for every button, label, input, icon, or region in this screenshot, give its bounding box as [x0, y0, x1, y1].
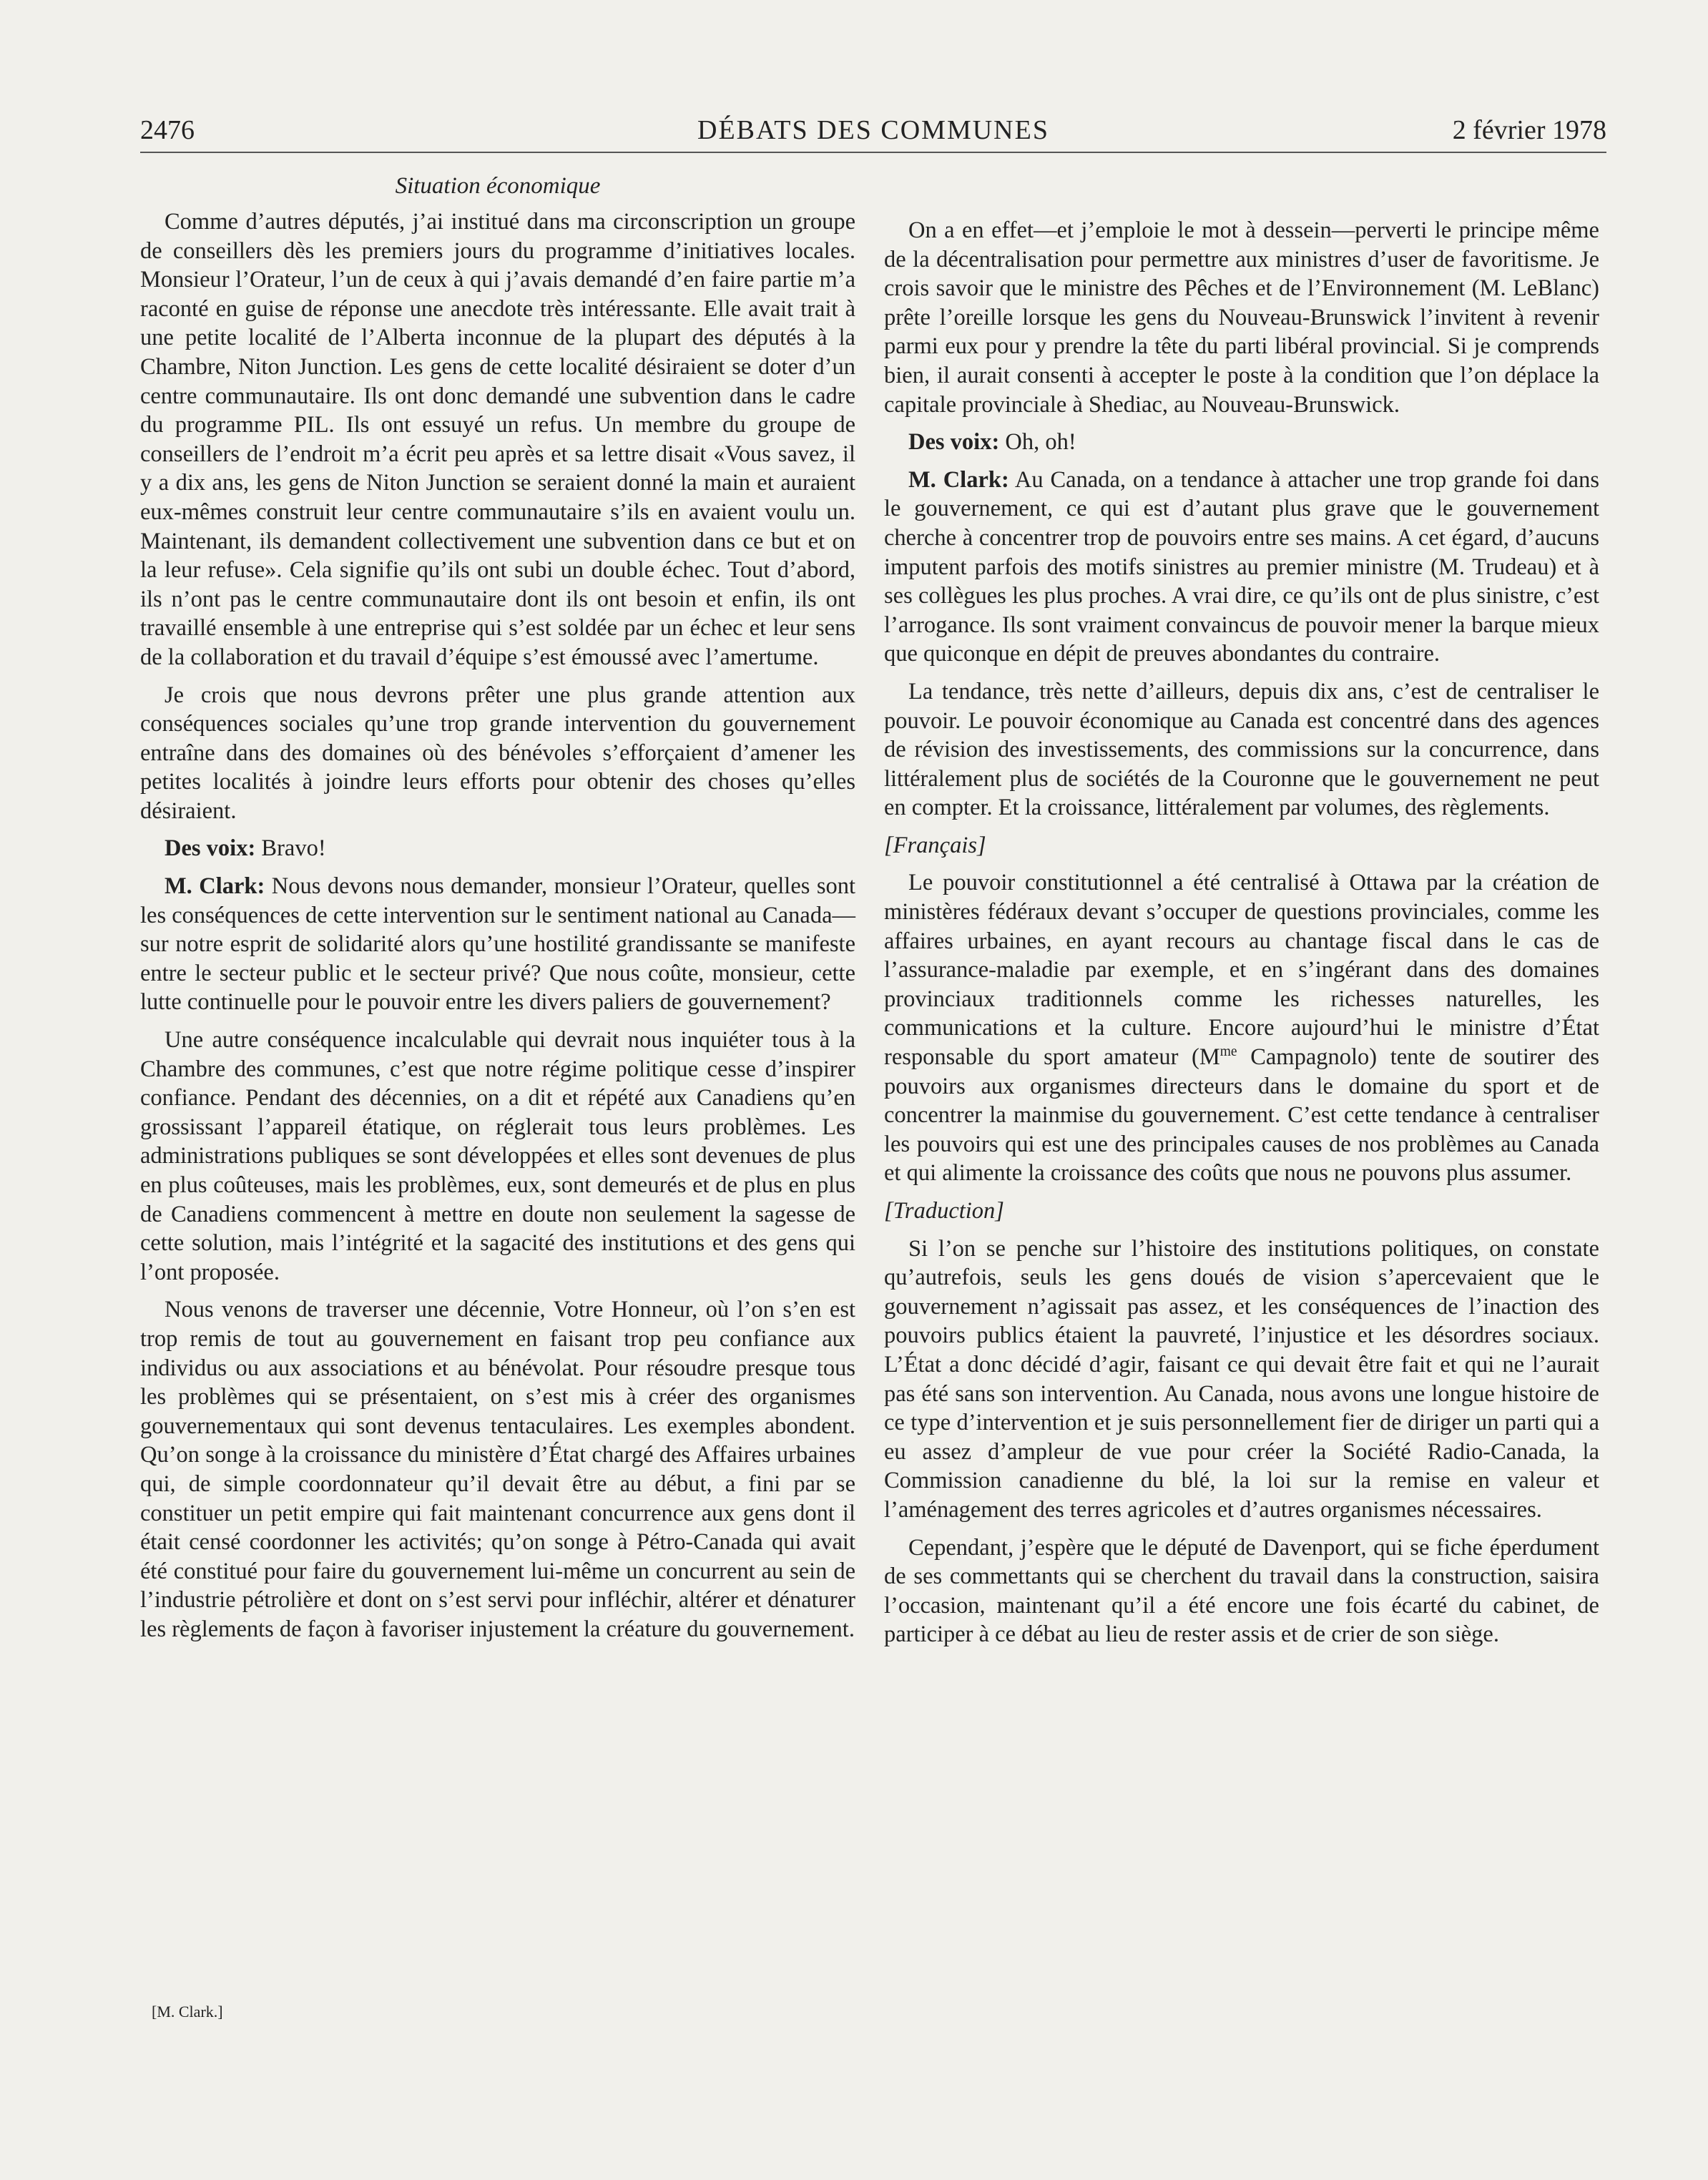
paragraph: Je crois que nous devrons prêter une plus grande attention aux conséquences sociales qu’une trop grande intervention du gouvernement entraîne dans des domaines où des bénévoles s’efforçaient d’amener les petites localités à joindre leurs efforts pour obtenir des choses qu’elles désiraient. [140, 682, 855, 824]
publication-date: 2 février 1978 [1452, 115, 1606, 145]
page-number: 2476 [140, 115, 195, 145]
section-title: Situation économique [395, 173, 601, 199]
speech-text: Nous devons nous demander, monsieur l’Orateur, quelles sont les conséquences de cette intervention sur le sentiment national au Canada—sur notre esprit de solidarité alors qu’une hostilité grandissante se manifeste entre le secteur public et le secteur privé? Que nous coûte, monsieur, cette lutte continuelle pour le pouvoir entre les divers paliers de gouvernement? [140, 873, 856, 1016]
speech-text: Bravo! [255, 835, 326, 862]
paragraph: Si l’on se penche sur l’histoire des institutions politiques, on constate qu’autrefois, seuls les gens doués de vision s’apercevaient que le gouvernement n’agissait pas assez, et les conséquences de l’inaction des pouvoirs publics étaient la pauvreté, l’injustice et les désordres sociaux. L’État a donc décidé d’agir, faisant ce qui devait être fait et qui ne l’aurait pas été sans son intervention. Au Canada, nous avons une longue histoire de ce type d’intervention et je suis personnellement fier de diriger un parti qui a eu assez d’ampleur de vue pour créer la Société Radio-Canada, la Commission canadienne du blé, la loi sur la remise en valeur et l’aménagement des terres agricoles et d’autres organismes nécessaires. [884, 1235, 1599, 1523]
paragraph [884, 466, 1599, 669]
speech-text: Oh, oh! [999, 429, 1076, 456]
right-column [884, 216, 1599, 1658]
page-header [140, 114, 1606, 154]
left-column [140, 170, 855, 1653]
paragraph [884, 428, 1599, 457]
paragraph: On a en effet—et j’emploie le mot à dessein—perverti le principe même de la décentralisation pour permettre aux ministres d’user de favoritisme. Je crois savoir que le ministre des Pêches et de l’Environnement (M. LeBlanc) prête l’oreille lorsque les gens du Nouveau-Brunswick l’invitent à revenir parmi eux pour y prendre la tête du parti libéral provincial. Si je comprends bien, il aurait consenti à accepter le poste à la condition que l’on déplace la capitale provinciale à Shediac, au Nouveau-Brunswick. [884, 217, 1599, 418]
paragraph [140, 834, 855, 863]
title-superscript: me [1219, 1044, 1237, 1060]
header-rule [140, 152, 1606, 153]
language-marker: [Français] [884, 832, 986, 858]
speaker-name: Des voix: [165, 835, 256, 862]
paragraph: Comme d’autres députés, j’ai institué dans ma circonscription un groupe de conseillers dès les premiers jours du programme d’initiatives locales. Monsieur l’Orateur, l’un de ceux à qui j’avais demandé d’en faire partie m’a raconté en guise de réponse une anecdote très intéressante. Elle avait trait à une petite localité de l’Alberta inconnue de la plupart des députés à la Chambre, Niton Junction. Les gens de cette localité désiraient se doter d’un centre communautaire. Ils ont donc demandé une subvention dans le cadre du programme PIL. Ils ont essuyé un refus. Un membre du groupe de conseillers de l’endroit m’a écrit peu après et sa lettre disait «Vous savez, il y a dix ans, les gens de Niton Junction se seraient donné la main et auraient eux-mêmes construit leur centre communautaire s’ils en avaient voulu un. Maintenant, ils demandent collectivement une subvention dans ce but et on la leur refuse». Cela signifie qu’ils ont subi un double échec. Tout d’abord, ils n’ont pas le centre communautaire dont ils ont besoin et enfin, ils ont travaillé ensemble à une entreprise qui s’est soldée par un échec et leur sens de la collaboration et du travail d’équipe s’est émoussé avec l’amertume. [140, 209, 855, 670]
paragraph: La tendance, très nette d’ailleurs, depuis dix ans, c’est de centraliser le pouvoir. Le pouvoir économique au Canada est concentré dans des agences de révision des investissements, des commissions sur la concurrence, dans littéralement plus de sociétés de la Couronne que le gouvernement ne peut en compter. Et la croissance, littéralement par volumes, des règlements. [884, 678, 1599, 821]
speaker-name: M. Clark: [908, 466, 1009, 493]
speech-text: Le pouvoir constitutionnel a été centralisé à Ottawa par la création de ministères fédéraux devant s’occuper de questions provinciales, comme les affaires urbaines, en ayant recours au chantage fiscal dans le cas de l’assurance-maladie par exemple, et en s’ingérant dans des domaines provinciaux traditionnels comme les richesses naturelles, les communications et la culture. Encore aujourd’hui le ministre d’État responsable du sport amateur (M [884, 870, 1599, 1071]
publication-title: DÉBATS DES COMMUNES [697, 115, 1049, 145]
speaker-name: M. Clark: [165, 873, 265, 900]
language-marker: [Traduction] [884, 1198, 1004, 1224]
speech-text: Campagnolo) tente de soutirer des pouvoirs aux organismes directeurs dans le domaine du sport et de concentrer la mainmise du gouvernement. C’est cette tendance à centraliser les pouvoirs qui est une des principales causes de nos problèmes au Canada et qui alimente la croissance des coûts que nous ne pouvons plus assumer. [884, 1044, 1600, 1187]
paragraph: Une autre conséquence incalculable qui devrait nous inquiéter tous à la Chambre des communes, c’est que notre régime politique cesse d’inspirer confiance. Pendant des décennies, on a dit et répété aux Canadiens qu’en grossissant l’appareil étatique, on réglerait tous leurs problèmes. Les administrations publiques se sont développées et elles sont devenues de plus en plus coûteuses, mais les problèmes, eux, sont demeurés et de plus en plus de Canadiens commencent à mettre en doute non seulement la sagesse de cette solution, mais l’intégrité et la sagacité des institutions et des gens qui l’ont proposée. [140, 1027, 855, 1285]
speaker-footnote: [M. Clark.] [152, 2003, 223, 2021]
speech-text: Au Canada, on a tendance à attacher une trop grande foi dans le gouvernement, ce qui est d’autant plus grave que le gouvernement cherche à concentrer trop de pouvoirs entre ses mains. A cet égard, d’aucuns imputent parfois des motifs sinistres au premier ministre (M. Trudeau) et à ses collègues les plus proches. A vrai dire, ce qu’ils ont de plus sinistre, c’est l’arrogance. Ils sont vraiment convaincus de pouvoir mener la barque mieux que quiconque en dépit de preuves abondantes du contraire. [884, 466, 1599, 667]
speaker-name: Des voix: [908, 429, 1000, 456]
paragraph [884, 868, 1599, 1188]
paragraph: Cependant, j’espère que le député de Davenport, qui se fiche éperdument de ses commettants qui se cherchent du travail dans la construction, saisira l’occasion, maintenant qu’il a été encore une fois écarté du cabinet, de participer à ce débat au lieu de rester assis et de crier de son siège. [884, 1534, 1599, 1648]
paragraph: Nous venons de traverser une décennie, Votre Honneur, où l’on s’en est trop remis de tout au gouvernement en faisant trop peu confiance aux individus ou aux associations et au bénévolat. Pour résoudre presque tous les problèmes qui se présentaient, on s’est mis à créer des organismes gouvernementaux qui sont devenus tentaculaires. Les exemples abondent. Qu’on songe à la croissance du ministère d’État chargé des Affaires urbaines qui, de simple coordonnateur qu’il devait être au début, a fini par se constituer un petit empire qui fait maintenant concurrence aux gens dont il était censé coordonner les activités; qu’on songe à Pétro-Canada qui avait été constitué pour faire du gouvernement lui-même un concurrent au sein de l’industrie pétrolière et dont on s’est servi pour infléchir, altérer et dénaturer les règlements de façon à favoriser injustement la créature du gouvernement. [140, 1297, 855, 1642]
paragraph [140, 872, 855, 1017]
